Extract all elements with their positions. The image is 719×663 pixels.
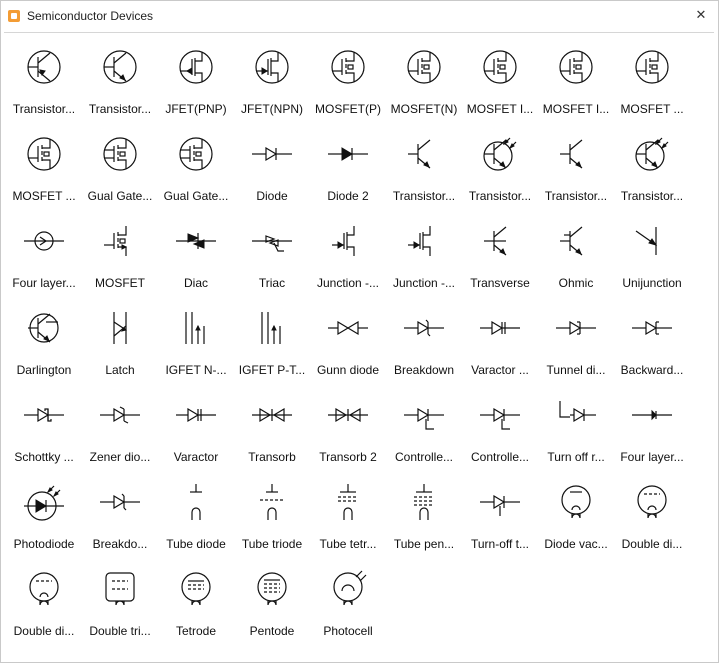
diode-filled-icon <box>328 134 368 174</box>
shape-item[interactable] <box>538 41 614 128</box>
shape-item[interactable] <box>234 389 310 476</box>
shape-label: Transistor... <box>12 102 76 116</box>
shape-item[interactable] <box>614 476 690 563</box>
varactor-icon <box>176 395 216 435</box>
darlington-icon <box>24 308 64 348</box>
mosfet-icon <box>24 134 64 174</box>
shape-label: Turn off r... <box>547 450 605 464</box>
shape-item[interactable] <box>310 476 386 563</box>
triac-icon <box>252 221 292 261</box>
shape-label: Photocell <box>323 624 373 638</box>
shape-item[interactable] <box>538 215 614 302</box>
shape-label: Latch <box>105 363 135 377</box>
shape-label: MOSFET(N) <box>390 102 458 116</box>
shape-label: Transistor... <box>544 189 608 203</box>
panel-titlebar <box>1 1 718 29</box>
transistor-bare-icon <box>556 134 596 174</box>
shape-label: Junction -... <box>392 276 456 290</box>
transorb-icon <box>252 395 292 435</box>
igfet-p-icon <box>252 308 292 348</box>
four-layer-diode-circle-icon <box>24 221 64 261</box>
mosfet-icon <box>632 47 672 87</box>
shape-label: Breakdown <box>393 363 455 377</box>
shape-item[interactable] <box>538 476 614 563</box>
breakdown-diode-icon <box>404 308 444 348</box>
shape-item[interactable] <box>462 128 538 215</box>
shape-label: Diac <box>183 276 208 290</box>
latch-icon <box>100 308 140 348</box>
shape-item[interactable] <box>614 302 690 389</box>
shape-item[interactable] <box>462 302 538 389</box>
phototransistor-icon <box>480 134 520 174</box>
shape-item[interactable] <box>158 128 234 215</box>
shape-item[interactable] <box>310 389 386 476</box>
shape-item[interactable] <box>158 41 234 128</box>
shape-item[interactable] <box>158 302 234 389</box>
diode-icon <box>252 134 292 174</box>
photocell-tube-icon <box>328 569 368 609</box>
shape-label: MOSFET <box>95 276 145 290</box>
tube-tetrode-icon <box>328 482 368 522</box>
shape-item[interactable] <box>234 128 310 215</box>
shape-item[interactable] <box>310 563 386 650</box>
shape-item[interactable] <box>6 389 82 476</box>
igfet-n-icon <box>176 308 216 348</box>
pentode-tube-icon <box>252 569 292 609</box>
shape-item[interactable] <box>6 41 82 128</box>
shape-label: Pentode <box>249 624 295 638</box>
shape-item[interactable] <box>158 563 234 650</box>
shape-item[interactable] <box>158 215 234 302</box>
shape-item[interactable] <box>310 302 386 389</box>
turn-off-rectifier-icon <box>556 395 596 435</box>
ohmic-transistor-icon <box>556 221 596 261</box>
shape-label: MOSFET ... <box>620 102 684 116</box>
shape-label: Double tri... <box>89 624 151 638</box>
shape-label: Transistor... <box>88 102 152 116</box>
junction-fet-icon <box>404 221 444 261</box>
shape-item[interactable] <box>462 215 538 302</box>
shape-item[interactable] <box>310 41 386 128</box>
shape-item[interactable] <box>386 389 462 476</box>
shape-label: Controlle... <box>470 450 530 464</box>
shape-label: Four layer... <box>12 276 76 290</box>
zener-diode-icon <box>100 395 140 435</box>
double-diode-tube-icon <box>24 569 64 609</box>
shape-item[interactable] <box>538 128 614 215</box>
mosfet-bare-icon <box>100 221 140 261</box>
shape-label: Gunn diode <box>316 363 380 377</box>
shape-label: Varactor <box>173 450 219 464</box>
shape-label: Tunnel di... <box>546 363 606 377</box>
mosfet-icon <box>480 47 520 87</box>
junction-fet-icon <box>328 221 368 261</box>
controlled-rectifier-icon <box>480 395 520 435</box>
shape-label: JFET(NPN) <box>241 102 303 116</box>
shape-item[interactable] <box>6 476 82 563</box>
shape-label: IGFET P-T... <box>238 363 306 377</box>
schottky-diode-icon <box>24 395 64 435</box>
shape-item[interactable] <box>82 128 158 215</box>
shape-item[interactable] <box>386 476 462 563</box>
shape-item[interactable] <box>6 302 82 389</box>
shape-item[interactable] <box>462 389 538 476</box>
shape-label: Darlington <box>16 363 72 377</box>
shape-item[interactable] <box>82 302 158 389</box>
double-triode-tube-icon <box>100 569 140 609</box>
shape-label: Tube tetr... <box>319 537 377 551</box>
shape-item[interactable] <box>234 476 310 563</box>
shape-label: Transistor... <box>620 189 684 203</box>
shape-label: Four layer... <box>620 450 684 464</box>
mosfet-icon <box>556 47 596 87</box>
shape-label: Schottky ... <box>14 450 74 464</box>
mosfet-n-icon <box>404 47 444 87</box>
breakdown-diode-2-icon <box>100 482 140 522</box>
shape-label: Ohmic <box>558 276 594 290</box>
phototransistor-icon <box>632 134 672 174</box>
shape-item[interactable] <box>386 128 462 215</box>
shape-label: Controlle... <box>394 450 454 464</box>
shape-label: Diode <box>256 189 288 203</box>
shape-label: Transorb 2 <box>319 450 377 464</box>
shape-item[interactable] <box>82 215 158 302</box>
shape-label: Tube diode <box>166 537 226 551</box>
shape-item[interactable] <box>538 302 614 389</box>
shape-label: Varactor ... <box>471 363 529 377</box>
pnp-transistor-circle-icon <box>24 47 64 87</box>
shape-item[interactable] <box>462 476 538 563</box>
shape-item[interactable] <box>6 215 82 302</box>
shape-label: Backward... <box>620 363 684 377</box>
shape-label: Double di... <box>13 624 75 638</box>
shape-label: Tube pen... <box>393 537 455 551</box>
shape-label: JFET(PNP) <box>165 102 227 116</box>
shape-label: MOSFET ... <box>12 189 76 203</box>
tube-triode-icon <box>252 482 292 522</box>
shape-item[interactable] <box>234 563 310 650</box>
shape-item[interactable] <box>82 476 158 563</box>
shape-label: Tube triode <box>241 537 303 551</box>
shape-item[interactable] <box>386 41 462 128</box>
shape-grid <box>6 41 712 650</box>
shape-item[interactable] <box>614 215 690 302</box>
gunn-diode-icon <box>328 308 368 348</box>
jfet-pnp-icon <box>176 47 216 87</box>
shape-label: MOSFET(P) <box>315 102 381 116</box>
shape-item[interactable] <box>82 563 158 650</box>
library-icon <box>8 10 20 22</box>
shape-label: Transverse <box>470 276 530 290</box>
shape-label: Transistor... <box>468 189 532 203</box>
shape-item[interactable] <box>310 215 386 302</box>
shape-label: Transorb <box>248 450 296 464</box>
shape-item[interactable] <box>538 389 614 476</box>
shape-label: Unijunction <box>622 276 682 290</box>
backward-diode-icon <box>632 308 672 348</box>
shape-label: Photodiode <box>13 537 75 551</box>
transistor-bare-icon <box>404 134 444 174</box>
shape-label: Gual Gate... <box>163 189 229 203</box>
shape-label: Triac <box>258 276 286 290</box>
close-icon[interactable]: ✕ <box>695 7 707 22</box>
shape-item[interactable] <box>158 476 234 563</box>
tube-diode-icon <box>176 482 216 522</box>
tetrode-tube-icon <box>176 569 216 609</box>
title-divider <box>4 32 714 33</box>
tunnel-diode-icon <box>556 308 596 348</box>
shape-item[interactable] <box>6 128 82 215</box>
diac-icon <box>176 221 216 261</box>
shape-label: Gual Gate... <box>87 189 153 203</box>
shape-label: Breakdo... <box>92 537 148 551</box>
shape-label: IGFET N-... <box>165 363 227 377</box>
tube-pentode-icon <box>404 482 444 522</box>
shape-item[interactable] <box>82 41 158 128</box>
diode-vacuum-tube-icon <box>556 482 596 522</box>
shape-item[interactable] <box>6 563 82 650</box>
jfet-npn-icon <box>252 47 292 87</box>
four-layer-diode-icon <box>632 395 672 435</box>
shape-item[interactable] <box>386 302 462 389</box>
shape-item[interactable] <box>614 41 690 128</box>
shape-label: Turn-off t... <box>470 537 530 551</box>
shape-label: MOSFET I... <box>542 102 610 116</box>
panel-title: Semiconductor Devices <box>27 9 154 23</box>
npn-transistor-circle-icon <box>100 47 140 87</box>
turn-off-thyristor-icon <box>480 482 520 522</box>
varactor-diode-icon <box>480 308 520 348</box>
shape-label: Diode 2 <box>327 189 369 203</box>
shape-item[interactable] <box>310 128 386 215</box>
shape-item[interactable] <box>234 215 310 302</box>
shape-item[interactable] <box>462 41 538 128</box>
dual-gate-mosfet-icon <box>176 134 216 174</box>
controlled-rectifier-icon <box>404 395 444 435</box>
shape-label: Tetrode <box>175 624 217 638</box>
shape-label: Junction -... <box>316 276 380 290</box>
shape-item[interactable] <box>158 389 234 476</box>
shape-item[interactable] <box>614 389 690 476</box>
transorb-2-icon <box>328 395 368 435</box>
shape-label: Diode vac... <box>544 537 608 551</box>
shape-label: Transistor... <box>392 189 456 203</box>
shape-item[interactable] <box>234 41 310 128</box>
shape-label: MOSFET I... <box>466 102 534 116</box>
unijunction-icon <box>632 221 672 261</box>
shape-item[interactable] <box>82 389 158 476</box>
shape-item[interactable] <box>614 128 690 215</box>
shape-label: Double di... <box>621 537 683 551</box>
shape-item[interactable] <box>234 302 310 389</box>
shape-label: Zener dio... <box>89 450 151 464</box>
mosfet-p-icon <box>328 47 368 87</box>
transverse-transistor-icon <box>480 221 520 261</box>
shape-item[interactable] <box>386 215 462 302</box>
double-diode-tube-icon <box>632 482 672 522</box>
dual-gate-mosfet-icon <box>100 134 140 174</box>
photodiode-icon <box>24 482 64 522</box>
